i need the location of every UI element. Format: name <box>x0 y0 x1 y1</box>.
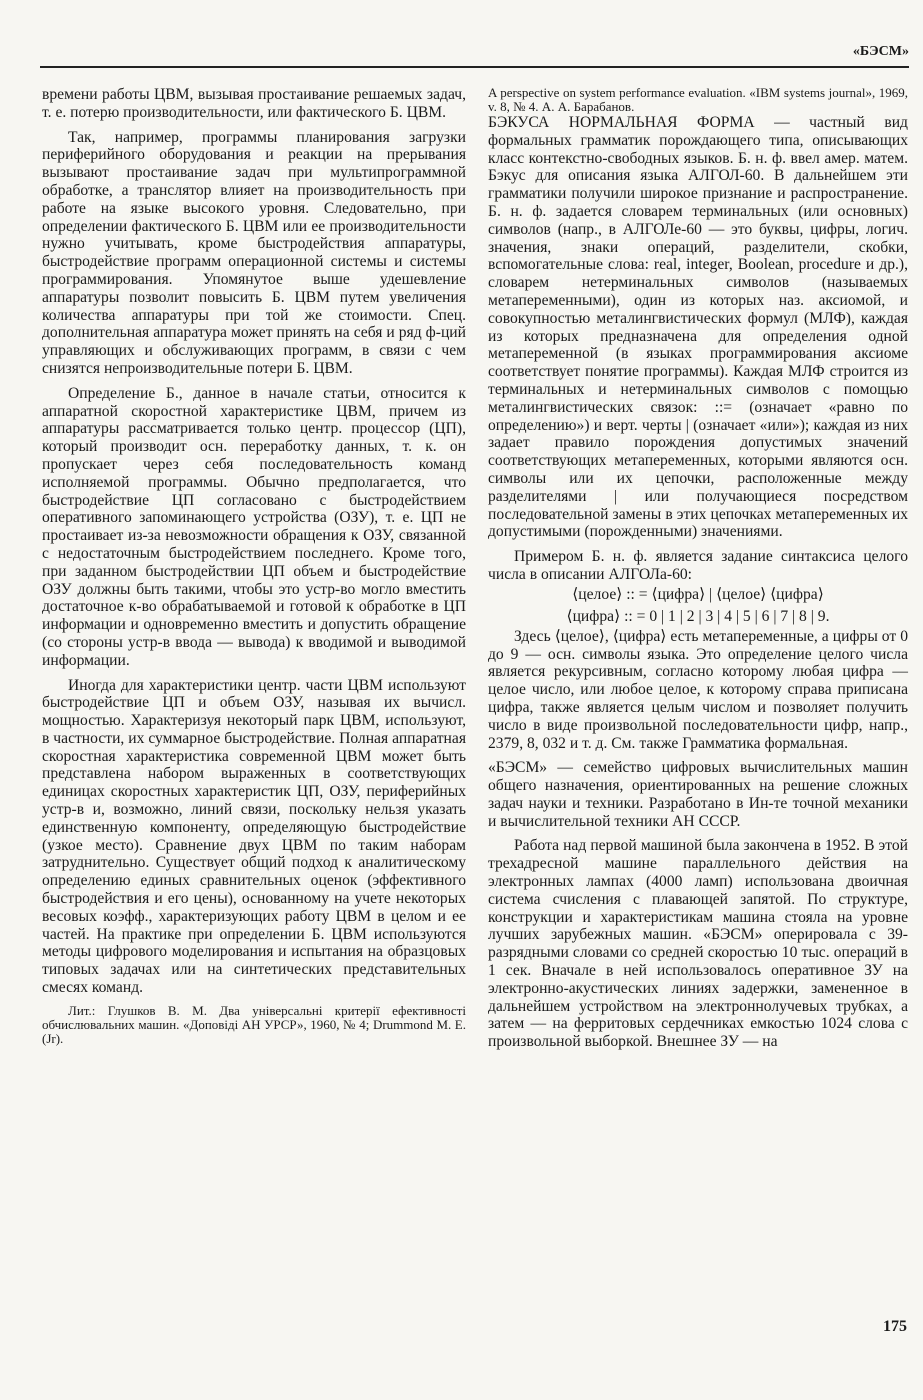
right-column <box>488 86 908 1051</box>
header-rule <box>40 66 909 68</box>
article-besm: «БЭСМ» — семейство цифровых вычислительных машин общего назначения, ориентированных на решение сложных задач науки и техники. Разработано в Ин-те точной механики и вычислительной техники АН СССР. <box>488 759 908 830</box>
paragraph: Примером Б. н. ф. является задание синтаксиса целого числа в описании АЛГОЛа-60: <box>488 548 908 583</box>
formula-digit: ⟨цифра⟩ :: = 0 | 1 | 2 | 3 | 4 | 5 | 6 | 7 | 8 | 9. <box>566 607 830 625</box>
paragraph: Определение Б., данное в начале статьи, относится к аппаратной скоростной характеристике ЦВМ, причем из аппаратуры рассматривается только центр. процессор (ЦП), который производит осн. переработку данных, т. к. он пропускает через себя последовательность команд исполняемой программы. Обычно предполагается, что быстродействие ЦП согласовано с быстродействием оперативного запоминающего устройства (ОЗУ), т. е. ЦП не простаивает из-за невозможности обращения к ОЗУ, связанной с недостаточным быстродействием последнего. Кроме того, при заданном быстродействии ЦП объем и быстродействие ОЗУ должны быть такими, чтобы это устр-во могло вместить достаточное к-во обрабатываемой и готовой к обработке в ЦП информации и одновременно вместить и допустить обращение (со стороны устр-в ввода — вывода) к вводимой и выводимой информации. <box>42 384 466 669</box>
running-title: «БЭСМ» <box>852 44 909 59</box>
page-number: 175 <box>883 1318 907 1335</box>
paragraph: Так, например, программы планирования загрузки периферийного оборудования и реакции на прерывания вызывают простаивание задач при мультипрограммной обработке, а транслятор влияет на производительность при работе на языке высокого уровня. Следовательно, при определении фактического Б. ЦВМ или ее производительности нужно учитывать, кроме быстродействия аппаратуры, быстродействие программ операционной системы и системы программирования. Упомянутое выше удешевление аппаратуры позволит повысить Б. ЦВМ путем увеличения количества аппаратуры при той же стоимости. Спец. дополнительная аппаратура может принять на себя и ряд ф-ций управляющих и обслуживающих программ, в связи с чем снизятся непроизводительные потери Б. ЦВМ. <box>42 128 466 377</box>
paragraph: Работа над первой машиной была закончена в 1952. В этой трехадресной машине параллельного действия на электронных лампах (4000 ламп) использована двоичная система счисления с плавающей запятой. По структуре, конструкции и характеристикам машина стояла на уровне лучших зарубежных машин. «БЭСМ» оперировала с 39-разрядными словами со средней скоростью 10 тыс. операций в 1 сек. Вначале в ней использовалось оперативное ЗУ на электронно-акустических линиях задержки, замененное в дальнейшем устройством на электроннолучевых трубках, а затем — на ферритовых сердечниках емкостью 1024 слова с произвольной выборкой. Внешнее ЗУ — на <box>488 837 908 1051</box>
literature-reference: Лит.: Глушков В. М. Два універсальні критерії ефективності обчислювальних машин. «Доповіді АН УРСР», 1960, № 4; Drummond M. E. (Jr). <box>42 1002 466 1046</box>
paragraph: Иногда для характеристики центр. части ЦВМ используют быстродействие ЦП и объем ОЗУ, называя их вычисл. мощностью. Характеризуя некоторый парк ЦВМ, используют, в частности, их суммарное быстродействие. Полная аппаратная скоростная характеристика современной ЦВМ может быть представлена набором выраженных в соответствующих единицах скоростных характеристик ЦП, ОЗУ, периферийных устр-в и, возможно, линий связи, поскольку нельзя указать единственную компоненту, определяющую быстродействие (узкое место). Сравнение двух ЦВМ по таким наборам затруднительно. Существует общий подход к аналитическому определению единых сравнительных оценок (эффективного быстродействия и его цены), основанному на учете некоторых весовых коэфф., характеризующих работу ЦВМ в целом и ее частей. На практике при определении Б. ЦВМ используются методы цифрового моделирования и испытания на образцовых типовых задачах или на синтетических представительных смесях команд. <box>42 676 466 997</box>
paragraph: Здесь ⟨целое⟩, ⟨цифра⟩ есть метапеременные, а цифры от 0 до 9 — осн. символы языка. Это определение целого числа является рекурсивным, согласно которому любая цифра — целое число, или любое целое, к которому справа приписана цифра, также является целым числом и позволяет получить число в виде произвольной последовательности цифр, напр., 2379, 8, 032 и т. д. См. также Грамматика формальная. <box>488 627 908 752</box>
left-column <box>42 86 466 1046</box>
literature-reference-continued: A perspective on system performance evaluation. «IBM systems journal», 1969, v. 8, № 4. А. А. Барабанов. <box>488 85 908 114</box>
paragraph: времени работы ЦВМ, вызывая простаивание решаемых задач, т. е. потерю производительности, или фактического Б. ЦВМ. <box>42 86 466 121</box>
article-bnf: БЭКУСА НОРМАЛЬНАЯ ФОРМА — частный вид формальных грамматик порождающего типа, описывающих класс контекстно-свободных языков. Б. н. ф. ввел амер. матем. Бэкус для описания языка АЛГОЛ-60. В дальнейшем эти грамматики получили широкое признание и распространение. Б. н. ф. задается словарем терминальных (или основных) символов (напр., в АЛГОЛе-60 — это буквы, цифры, логич. значения, знаки операций, разделители, скобки, вспомогательные слова: real, integer, Boolean, procedure и др.), словарем нетерминальных символов (называемых метапеременными), один из которых наз. аксиомой, и совокупностью металингвистических формул (МЛФ), каждая из которых предназначена для определения одной метапеременной (в языках программирования аксиоме соответствует понятие программы). Каждая МЛФ строится из терминальных и нетерминальных символов с помощью металингвистических связок: ::= (означает «равно по определению») и верт. черты | (означает «или»); каждая из них задает правило порождения допустимых значений соответствующих метапеременных, которыми являются осн. символы или их цепочки, расположенные между разделителями | или получающиеся посредством последовательной замены в этих цепочках метапеременных их допустимыми (порожденными) значениями. <box>488 114 908 541</box>
formula-integer: ⟨целое⟩ :: = ⟨цифра⟩ | ⟨целое⟩ ⟨цифра⟩ <box>572 585 824 603</box>
